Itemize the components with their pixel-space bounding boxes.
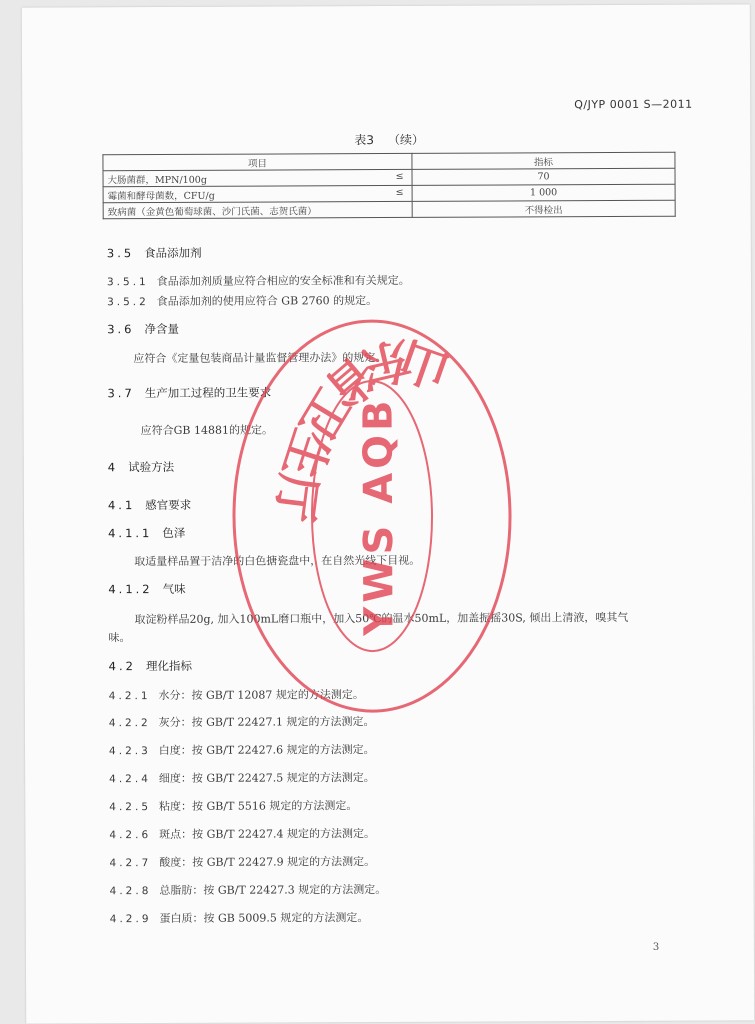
- heading-3-5: [107, 245, 202, 261]
- section-number: 3.5: [106, 246, 135, 261]
- table-cell-item: [103, 201, 412, 218]
- section-title: 气味: [162, 581, 186, 596]
- item-text: 大肠菌群，MPN/100g: [107, 174, 207, 186]
- clause-number: 4.2.2: [108, 717, 151, 730]
- clause-text: 白度：按 GB/T 22427.6 规定的方法测定。: [158, 743, 375, 758]
- seal-arc-text: 山东省卫生厅: [265, 329, 457, 526]
- clause-4-2-6: [109, 825, 375, 842]
- section-title: 色泽: [162, 525, 186, 540]
- table-row: [103, 200, 675, 218]
- clause-text: 灰分：按 GB/T 22427.1 规定的方法测定。: [158, 715, 375, 730]
- section-number: 4.1.2: [108, 582, 153, 597]
- heading-4-2: [109, 658, 192, 674]
- heading-4-1-2: [108, 581, 185, 597]
- paragraph-3-7: 应符合GB 14881的规定。: [140, 423, 274, 438]
- section-number: 3.7: [107, 386, 135, 401]
- clause-number: 3.5.2: [107, 296, 149, 309]
- clause-number: 3.5.1: [106, 276, 149, 289]
- section-number: 4: [107, 460, 119, 475]
- table-cell-value: 1 000: [412, 184, 675, 201]
- clause-number: 4.2.7: [109, 857, 152, 870]
- operator: ≤: [395, 170, 404, 182]
- official-seal-stamp: [221, 305, 523, 726]
- clause-4-2-3: [109, 741, 375, 758]
- clause-text: 粘度：按 GB/T 5516 规定的方法测定。: [158, 799, 358, 814]
- spec-table: [102, 152, 675, 219]
- section-title: 理化指标: [145, 658, 192, 674]
- section-number: 4.2: [108, 659, 136, 674]
- paragraph-3-6: 应符合《定量包装商品计量监督管理办法》的规定。: [133, 351, 387, 366]
- document-page: [22, 4, 754, 1023]
- heading-3-6: [107, 321, 179, 337]
- clause-text: 细度：按 GB/T 22427.5 规定的方法测定。: [158, 771, 375, 786]
- seal-center-text: YWS AQB: [355, 396, 403, 636]
- heading-4-1-1: [108, 525, 185, 541]
- section-title: 生产加工过程的卫生要求: [144, 385, 272, 401]
- clause-4-2-7: [109, 853, 375, 870]
- section-number: 4.1: [107, 498, 136, 513]
- clause-number: 4.2.8: [109, 885, 152, 898]
- clause-4-2-8: [110, 881, 387, 898]
- clause-text: 总脂肪：按 GB/T 22427.3 规定的方法测定。: [159, 883, 387, 898]
- clause-number: 4.2.1: [108, 690, 151, 703]
- clause-text: 水分：按 GB/T 12087 规定的方法测定。: [158, 688, 364, 703]
- clause-number: 4.2.5: [109, 801, 152, 814]
- heading-4: [108, 459, 174, 475]
- clause-4-2-9: [110, 909, 369, 926]
- table-caption-label: 表3: [354, 133, 375, 148]
- clause-text: 蛋白质：按 GB 5009.5 规定的方法测定。: [159, 911, 369, 926]
- heading-4-1: [108, 497, 191, 513]
- col-header-index: 指标: [412, 152, 675, 169]
- section-title: 感官要求: [145, 497, 192, 513]
- item-text: 霉菌和酵母菌数，CFU/g: [107, 190, 215, 202]
- clause-text: 斑点：按 GB/T 22427.4 规定的方法测定。: [159, 827, 376, 842]
- clause-number: 4.2.9: [109, 913, 152, 926]
- clause-number: 4.2.3: [109, 745, 151, 758]
- paragraph-4-1-2-line2: 味。: [108, 631, 131, 645]
- clause-number: 4.2.4: [109, 773, 151, 786]
- clause-4-2-5: [109, 797, 357, 814]
- table-cell-item: [103, 185, 412, 202]
- clause-text: 酸度：按 GB/T 22427.9 规定的方法测定。: [159, 855, 376, 870]
- table-caption-continued: （续）: [387, 132, 425, 147]
- paragraph-4-1-2-line1: 取淀粉样品20g, 加入100mL磨口瓶中，加入50℃的温水50mL，加盖振摇30S, 倾出上清液，嗅其气: [134, 610, 629, 627]
- table-cell-item: [103, 169, 412, 186]
- paragraph-4-1-1: 取适量样品置于洁净的白色搪瓷盘中，在自然光线下目视。: [134, 553, 421, 569]
- item-text: 致病菌（金黄色葡萄球菌、沙门氏菌、志贺氏菌）: [107, 205, 317, 218]
- section-number: 3.6: [107, 322, 135, 337]
- col-header-item: 项目: [103, 153, 412, 170]
- clause-3-5-1: [107, 272, 410, 289]
- table-cell-value: 不得检出: [412, 200, 675, 217]
- section-title: 净含量: [144, 321, 180, 337]
- operator: ≤: [395, 186, 404, 198]
- clause-text: 食品添加剂的使用应符合 GB 2760 的规定。: [156, 294, 378, 309]
- table-caption: [354, 131, 424, 148]
- section-title: 试验方法: [128, 459, 175, 475]
- standard-code: Q/JYP 0001 S—2011: [574, 97, 693, 112]
- table-cell-value: 70: [412, 168, 675, 185]
- section-title: 食品添加剂: [144, 245, 202, 261]
- clause-4-2-4: [109, 769, 375, 786]
- page-number: 3: [652, 941, 660, 953]
- clause-text: 食品添加剂质量应符合相应的安全标准和有关规定。: [156, 273, 410, 289]
- section-number: 4.1.1: [108, 526, 153, 541]
- clause-number: 4.2.6: [109, 829, 152, 842]
